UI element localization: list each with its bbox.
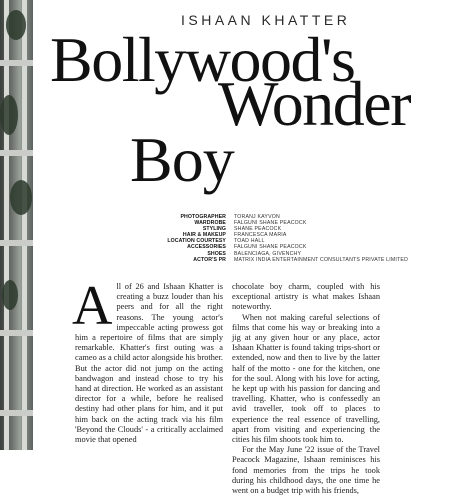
- headline-line-2: Wonder: [218, 68, 410, 139]
- foliage: [10, 180, 32, 215]
- credit-name: TOAD HALL: [234, 238, 265, 245]
- credit-name: FALGUNI SHANE PEACOCK: [234, 244, 307, 251]
- credit-name: TORANJ KAYVON: [234, 214, 280, 220]
- scaffold-rail: [0, 240, 33, 246]
- headline-line-1: Bollywood's: [50, 24, 355, 95]
- headline-line-3: Boy: [130, 124, 234, 195]
- article-paragraph: ll of 26 and Ishaan Khatter is creating a buzz louder than his peers and for all the right reasons. The young actor's impeccable acting prowess got him a repertoire of films that are simply remarkable. Khatter's first outing was a cameo as a child actor alongside his brother. But the actor did not jump on the acting bandwagon and instead chose to try his hand at direction. He worked as an assistant director for a while, before he realised destiny had other plans for him, and it put him back on the acting track via his film 'Beyond the Clouds' - a critically acclaimed movie that opened: [75, 282, 223, 445]
- cover-photo-edge: [0, 0, 33, 450]
- article-kicker: ISHAAN KHATTER: [181, 12, 351, 28]
- credit-row: [150, 257, 450, 263]
- credit-role: ACTOR'S PR: [193, 256, 226, 263]
- photo-credits: [150, 214, 450, 263]
- foliage: [6, 10, 26, 40]
- credit-name: FALGUNI SHANE PEACOCK: [234, 220, 307, 227]
- credit-role: HAIR & MAKEUP: [182, 232, 226, 239]
- scaffold-rail: [0, 60, 33, 66]
- drop-cap: A: [72, 275, 113, 337]
- article-paragraph: For the May June '22 issue of the Travel Peacock Magazine, Ishaan reminisces his fond memories from the trips he took during his childhood days, the one time he went on a budget trip with his friends,: [232, 445, 380, 496]
- scaffold-rail: [0, 330, 33, 336]
- credit-role: SHOES: [207, 250, 226, 257]
- credit-name: SHANE PEACOCK: [234, 226, 282, 233]
- credit-name: FRANCESCA MARIA: [234, 232, 287, 239]
- scaffold-rail: [0, 150, 33, 156]
- foliage: [0, 95, 18, 135]
- scaffold-pole: [22, 0, 27, 450]
- credit-role: ACCESSORIES: [187, 244, 226, 251]
- article-column-right: [232, 282, 380, 496]
- credit-name: BALENCIAGA, GIVENCHY: [234, 250, 302, 257]
- credit-role: LOCATION COURTESY: [167, 238, 226, 245]
- article-column-left: [72, 275, 223, 445]
- foliage: [2, 280, 18, 310]
- credit-role: WARDROBE: [194, 220, 226, 227]
- article-paragraph: When not making careful selections of films that come his way or breaking into a jig at any given hour or any place, actor Ishaan Khatter is found taking trips-short or extended, now and then to live by the latter half of the motto - one for the kitchen, one for the soul. Along with his love for acting, he kept up with his passion for dancing and travelling. Khatter, who is confessedly an avid traveller, took off to places to experience the real essence of travelling, apart from visiting and experiencing the cities his film shoots took him to.: [232, 312, 380, 445]
- scaffold-rail: [0, 410, 33, 416]
- article-paragraph: chocolate boy charm, coupled with his exceptional artistry is what makes Ishaan noteworthy.: [232, 282, 380, 312]
- credit-role: PHOTOGRAPHER: [180, 214, 226, 220]
- scaffold-pole: [4, 0, 9, 450]
- credit-name: MATRIX INDIA ENTERTAINMENT CONSULTANTS PRIVATE LIMITED: [234, 256, 409, 263]
- credit-role: STYLING: [202, 226, 226, 233]
